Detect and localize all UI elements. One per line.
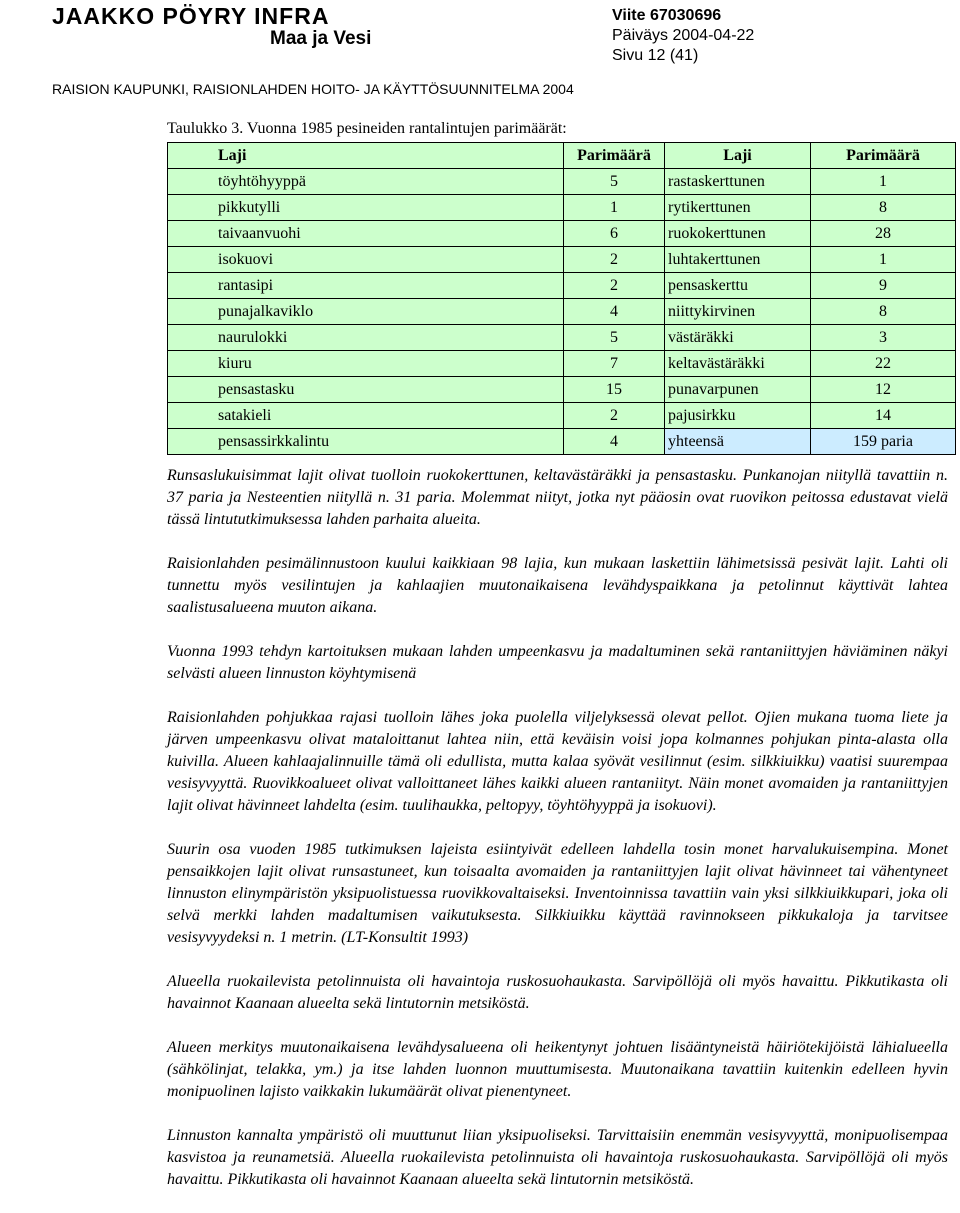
table-cell: isokuovi	[168, 247, 564, 273]
paragraph: Alueella ruokailevista petolinnuista oli havaintoja ruskosuohaukasta. Sarvipöllöjä oli myös havaittu. Pikkutikasta oli havainnot Kaanaan alueelta sekä lintutornin metsiköstä.	[167, 973, 948, 1012]
paragraph: Raisionlahden pohjukkaa rajasi tuolloin lähes joka puolella viljelyksessä olevat pellot. Ojien mukana tuoma liete ja järven umpeenkasvu olivat mataloittanut lahtea niin, että keväisin voisi jopa kolmannes pohjukan pinta-alasta olla kuivilla. Alueen kahlaajalinnuille tämä oli edullista, mutta kalaa syövät vesilinnut (esim. silkkiuikku) vaatisi suurempaa vesisyvyyttä. Ruovikkoalueet olivat valloittaneet lähes kaikki alueen rantaniityt. Näin monet avomaiden ja rantaniittyjen lajit olivat hävinneet lahdelta (esim. tuulihaukka, peltopyy, töyhtöhyyppä ja isokuovi).	[167, 709, 948, 814]
table-cell: 3	[811, 325, 956, 351]
table-cell: 14	[811, 403, 956, 429]
table-cell: pensastasku	[168, 377, 564, 403]
table-cell: 6	[564, 221, 665, 247]
table-cell: 5	[564, 325, 665, 351]
document-title: RAISION KAUPUNKI, RAISIONLAHDEN HOITO- JA KÄYTTÖSUUNNITELMA 2004	[52, 81, 574, 97]
table-cell: 1	[811, 169, 956, 195]
page-header	[0, 0, 960, 110]
table-cell: 8	[811, 195, 956, 221]
header-cell: Parimäärä	[811, 143, 956, 169]
body-text	[167, 465, 948, 1213]
table-cell: pensaskerttu	[665, 273, 811, 299]
table-cell: 8	[811, 299, 956, 325]
table-row	[168, 273, 956, 299]
table-cell: ruokokerttunen	[665, 221, 811, 247]
table-cell: 22	[811, 351, 956, 377]
table-row	[168, 351, 956, 377]
table-cell: 12	[811, 377, 956, 403]
table-cell: punajalkaviklo	[168, 299, 564, 325]
header-cell: Parimäärä	[564, 143, 665, 169]
company-logo	[52, 4, 371, 50]
table-cell: niittykirvinen	[665, 299, 811, 325]
document-date: Päiväys 2004-04-22	[612, 27, 755, 44]
table-row	[168, 169, 956, 195]
table-cell: kiuru	[168, 351, 564, 377]
paragraph: Suurin osa vuoden 1985 tutkimuksen lajeista esiintyivät edelleen lahdella tosin monet harvalukuisempina. Monet pensaikkojen lajit olivat runsastuneet, kun toisaalta avomaiden ja rantaniittyjen lajit olivat hävinneet tai vähentyneet linnuston elinympäristön yksipuolistuessa ruovikkovaltaiseksi. Inventoinnissa tavattiin vain yksi silkkiuikkupari, joka oli selvä merkki lahden madaltumisen vaikutuksesta. Silkkiuikku käyttää ravinnokseen pikkukaloja ja tarvitsee vesisyvyydeksi n. 1 metrin. (LT-Konsultit 1993)	[167, 841, 948, 946]
table-cell: keltavästäräkki	[665, 351, 811, 377]
table-row	[168, 325, 956, 351]
table-cell: 15	[564, 377, 665, 403]
bird-pairs-table	[167, 142, 956, 455]
table-cell: satakieli	[168, 403, 564, 429]
table-cell: 1	[564, 195, 665, 221]
table-cell: 4	[564, 429, 665, 455]
table-row	[168, 299, 956, 325]
table-cell: 159 paria	[811, 429, 956, 455]
page-number: Sivu 12 (41)	[612, 47, 699, 64]
table-cell: 5	[564, 169, 665, 195]
document-meta	[612, 6, 754, 66]
table-cell: 4	[564, 299, 665, 325]
table-cell: taivaanvuohi	[168, 221, 564, 247]
table-cell: rantasipi	[168, 273, 564, 299]
table-cell: 2	[564, 273, 665, 299]
table-cell: yhteensä	[665, 429, 811, 455]
table-header-row	[168, 143, 956, 169]
table-row	[168, 403, 956, 429]
paragraph: Runsaslukuisimmat lajit olivat tuolloin ruokokerttunen, keltavästäräkki ja pensastasku. Punkanojan niityllä tavattiin n. 37 paria ja Nesteentien niityllä n. 31 paria. Molemmat niityt, jotka nyt pääosin ovat ruovikon peitossa edustavat vielä tässä lintututkimuksessa lahden parhaita alueita.	[167, 467, 948, 528]
table-cell: pensassirkkalintu	[168, 429, 564, 455]
company-name: JAAKKO PÖYRY INFRA	[52, 3, 330, 29]
table-cell: rytikerttunen	[665, 195, 811, 221]
table-cell: luhtakerttunen	[665, 247, 811, 273]
table-cell: 9	[811, 273, 956, 299]
table-row	[168, 377, 956, 403]
table-row	[168, 221, 956, 247]
table-row	[168, 247, 956, 273]
table-row	[168, 429, 956, 455]
paragraph: Alueen merkitys muutonaikaisena levähdysalueena oli heikentynyt johtuen lisääntyneistä häiriötekijöistä lähialueella (sähkölinjat, telakka, ym.) ja itse lahden luonnon muuttumisesta. Muutonaikana tavattiin kuitenkin edelleen hyvin monipuolinen lajisto vaikkakin lukumäärät olivat pienentyneet.	[167, 1039, 948, 1100]
table-caption: Taulukko 3. Vuonna 1985 pesineiden rantalintujen parimäärät:	[167, 120, 567, 137]
table-cell: 2	[564, 403, 665, 429]
table-cell: pajusirkku	[665, 403, 811, 429]
table-cell: töyhtöhyyppä	[168, 169, 564, 195]
table-cell: pikkutylli	[168, 195, 564, 221]
table-cell: 1	[811, 247, 956, 273]
table-cell: naurulokki	[168, 325, 564, 351]
reference-number: Viite 67030696	[612, 7, 722, 24]
table-cell: 2	[564, 247, 665, 273]
table-cell: 7	[564, 351, 665, 377]
table-cell: västäräkki	[665, 325, 811, 351]
header-cell: Laji	[168, 143, 564, 169]
table-cell: punavarpunen	[665, 377, 811, 403]
division-name: Maa ja Vesi	[270, 28, 372, 49]
table-row	[168, 195, 956, 221]
paragraph: Linnuston kannalta ympäristö oli muuttunut liian yksipuoliseksi. Tarvittaisiin enemmän vesisyvyyttä, monipuolisempaa kasvistoa ja reunametsiä. Alueella ruokailevista petolinnuista oli havaintoja ruskosuohaukasta. Sarvipöllöjä oli myös havaittu. Pikkutikasta oli havainnot Kaanaan alueelta sekä lintutornin metsiköstä.	[167, 1127, 948, 1188]
table-cell: rastaskerttunen	[665, 169, 811, 195]
header-cell: Laji	[665, 143, 811, 169]
table-cell: 28	[811, 221, 956, 247]
paragraph: Raisionlahden pesimälinnustoon kuului kaikkiaan 98 lajia, kun mukaan laskettiin lähimetsissä pesivät lajit. Lahti oli tunnettu myös vesilintujen ja kahlaajien muutonaikaisena levähdyspaikkana ja petolinnut käyttivät lahtea saalistusalueena muuton aikana.	[167, 555, 948, 616]
paragraph: Vuonna 1993 tehdyn kartoituksen mukaan lahden umpeenkasvu ja madaltuminen sekä rantaniittyjen häviäminen näkyi selvästi alueen linnuston köyhtymisenä	[167, 643, 948, 682]
